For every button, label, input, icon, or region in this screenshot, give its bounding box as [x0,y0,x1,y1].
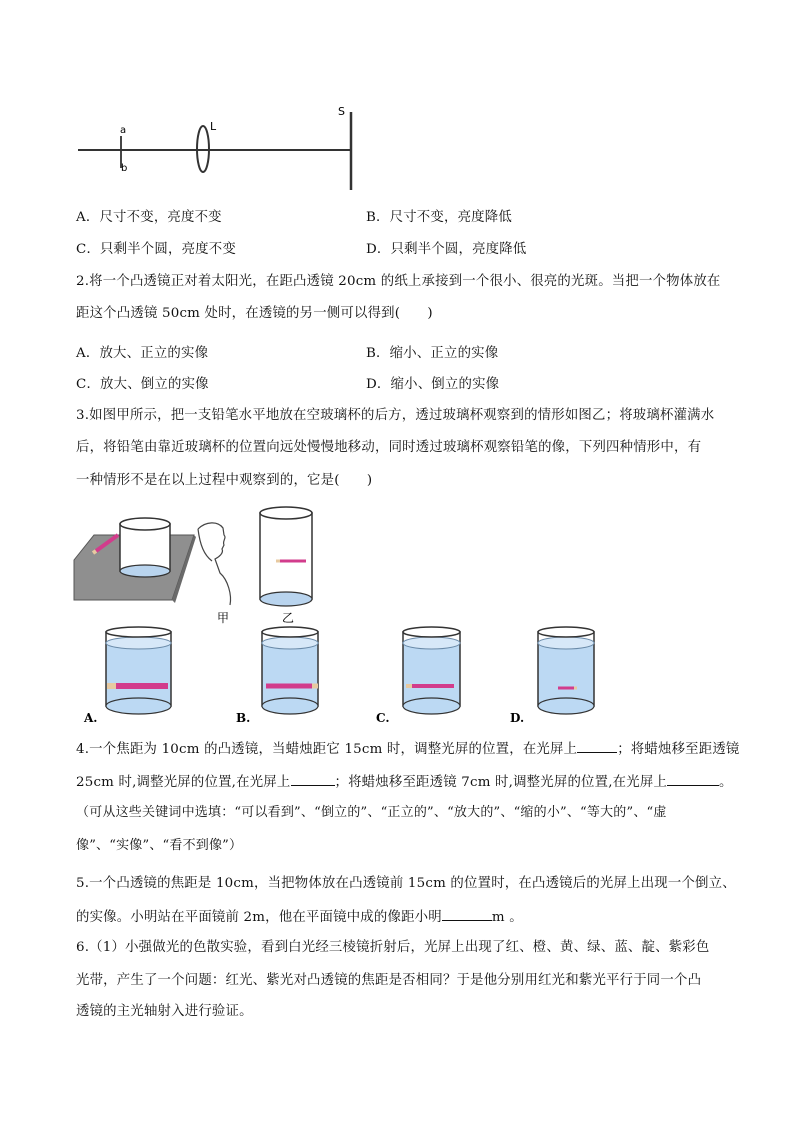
choice-d-figure [508,628,608,725]
choice-b-figure [236,628,336,725]
choice-a-label: A. [84,711,98,725]
label-a: a [120,125,127,136]
q1-option-b: B．尺寸不变，亮度降低 [366,210,512,225]
q3-stem-line1: 3.如图甲所示，把一支铅笔水平地放在空玻璃杯的后方，透过玻璃杯观察到的情形如图乙；将玻璃杯灌满水 [76,408,715,423]
q6-stem-line2: 光带，产生了一个问题：红光、紫光对凸透镜的焦距是否相同？于是他分别用红光和紫光平行于同一个凸 [76,973,702,988]
q2-stem-line2: 距这个凸透镜 50cm 处时，在透镜的另一侧可以得到( ) [76,306,433,321]
q5-line2-part2: m 。 [491,910,523,925]
q2-option-a: A．放大、正立的实像 [76,346,209,361]
q5-stem-line2 [76,906,726,928]
q4-line1-part2: ；将蜡烛移至距透镜 [617,742,740,757]
q4-hint-line2: 像”、“实像”、“看不到像”） [76,838,243,853]
q4-line1-part1: 4.一个焦距为 10cm 的凸透镜，当蜡烛距它 15cm 时，调整光屏的位置，在光屏上 [76,742,578,757]
label-L: L [210,120,217,133]
label-jia: 甲 [217,611,230,625]
choice-d-label: D. [510,711,525,725]
q2-option-c: C．放大、倒立的实像 [76,377,209,392]
q5-blank[interactable] [442,906,492,921]
q4-blank-2[interactable] [291,771,335,786]
q6-stem-line3: 透镜的主光轴射入进行验证。 [76,1004,253,1019]
choice-c-label: C. [376,711,390,725]
q3-stem-line2: 后，将铅笔由靠近玻璃杯的位置向远处慢慢地移动，同时透过玻璃杯观察铅笔的像，下列四种情形中，有 [76,440,702,455]
q6-stem-line1: 6.（1）小强做光的色散实验，看到白光经三棱镜折射后，光屏上出现了红、橙、黄、绿、蓝、靛、紫彩色 [76,940,710,955]
q2-option-b: B．缩小、正立的实像 [366,346,499,361]
q4-stem-line2 [76,771,733,793]
q4-blank-3[interactable] [667,771,719,786]
label-S: S [338,105,345,118]
choice-b-label: B. [236,711,251,725]
choice-a-figure [84,628,184,725]
label-b: b [121,163,128,174]
q3-stem-line3: 一种情形不是在以上过程中观察到的，它是( ) [76,473,373,488]
q5-stem-line1: 5.一个凸透镜的焦距是 10cm，当把物体放在凸透镜前 15cm 的位置时，在凸透镜后的光屏上出现一个倒立、 [76,876,736,891]
q4-hint-line1: （可从这些关键词中选填：“可以看到”、“倒立的”、“正立的”、“放大的”、“缩的小”、“等大的”、“虚 [76,805,667,820]
q4-line2-part2: ；将蜡烛移至距透镜 7cm 时,调整光屏的位置,在光屏上 [334,775,668,790]
q2-stem-line1: 2.将一个凸透镜正对着太阳光，在距凸透镜 20cm 的纸上承接到一个很小、很亮的光斑。当把一个物体放在 [76,274,721,289]
q4-line2-part1: 25cm 时,调整光屏的位置,在光屏上 [76,775,291,790]
q1-option-c: C．只剩半个圆，亮度不变 [76,242,236,257]
label-yi: 乙 [282,611,295,625]
figure-jia [72,505,252,625]
figure-yi [256,505,326,625]
q4-stem-line1 [76,738,740,760]
q1-option-d: D．只剩半个圆，亮度降低 [366,242,527,257]
choice-c-figure [376,628,476,725]
q5-line2-part1: 的实像。小明站在平面镜前 2m，他在平面镜中成的像距小明 [76,910,442,925]
q4-blank-1[interactable] [577,738,617,753]
q4-line2-part3: 。 [719,775,733,790]
q1-option-a: A．尺寸不变，亮度不变 [76,210,222,225]
q2-option-d: D．缩小、倒立的实像 [366,377,500,392]
optical-bench-figure [70,100,370,195]
